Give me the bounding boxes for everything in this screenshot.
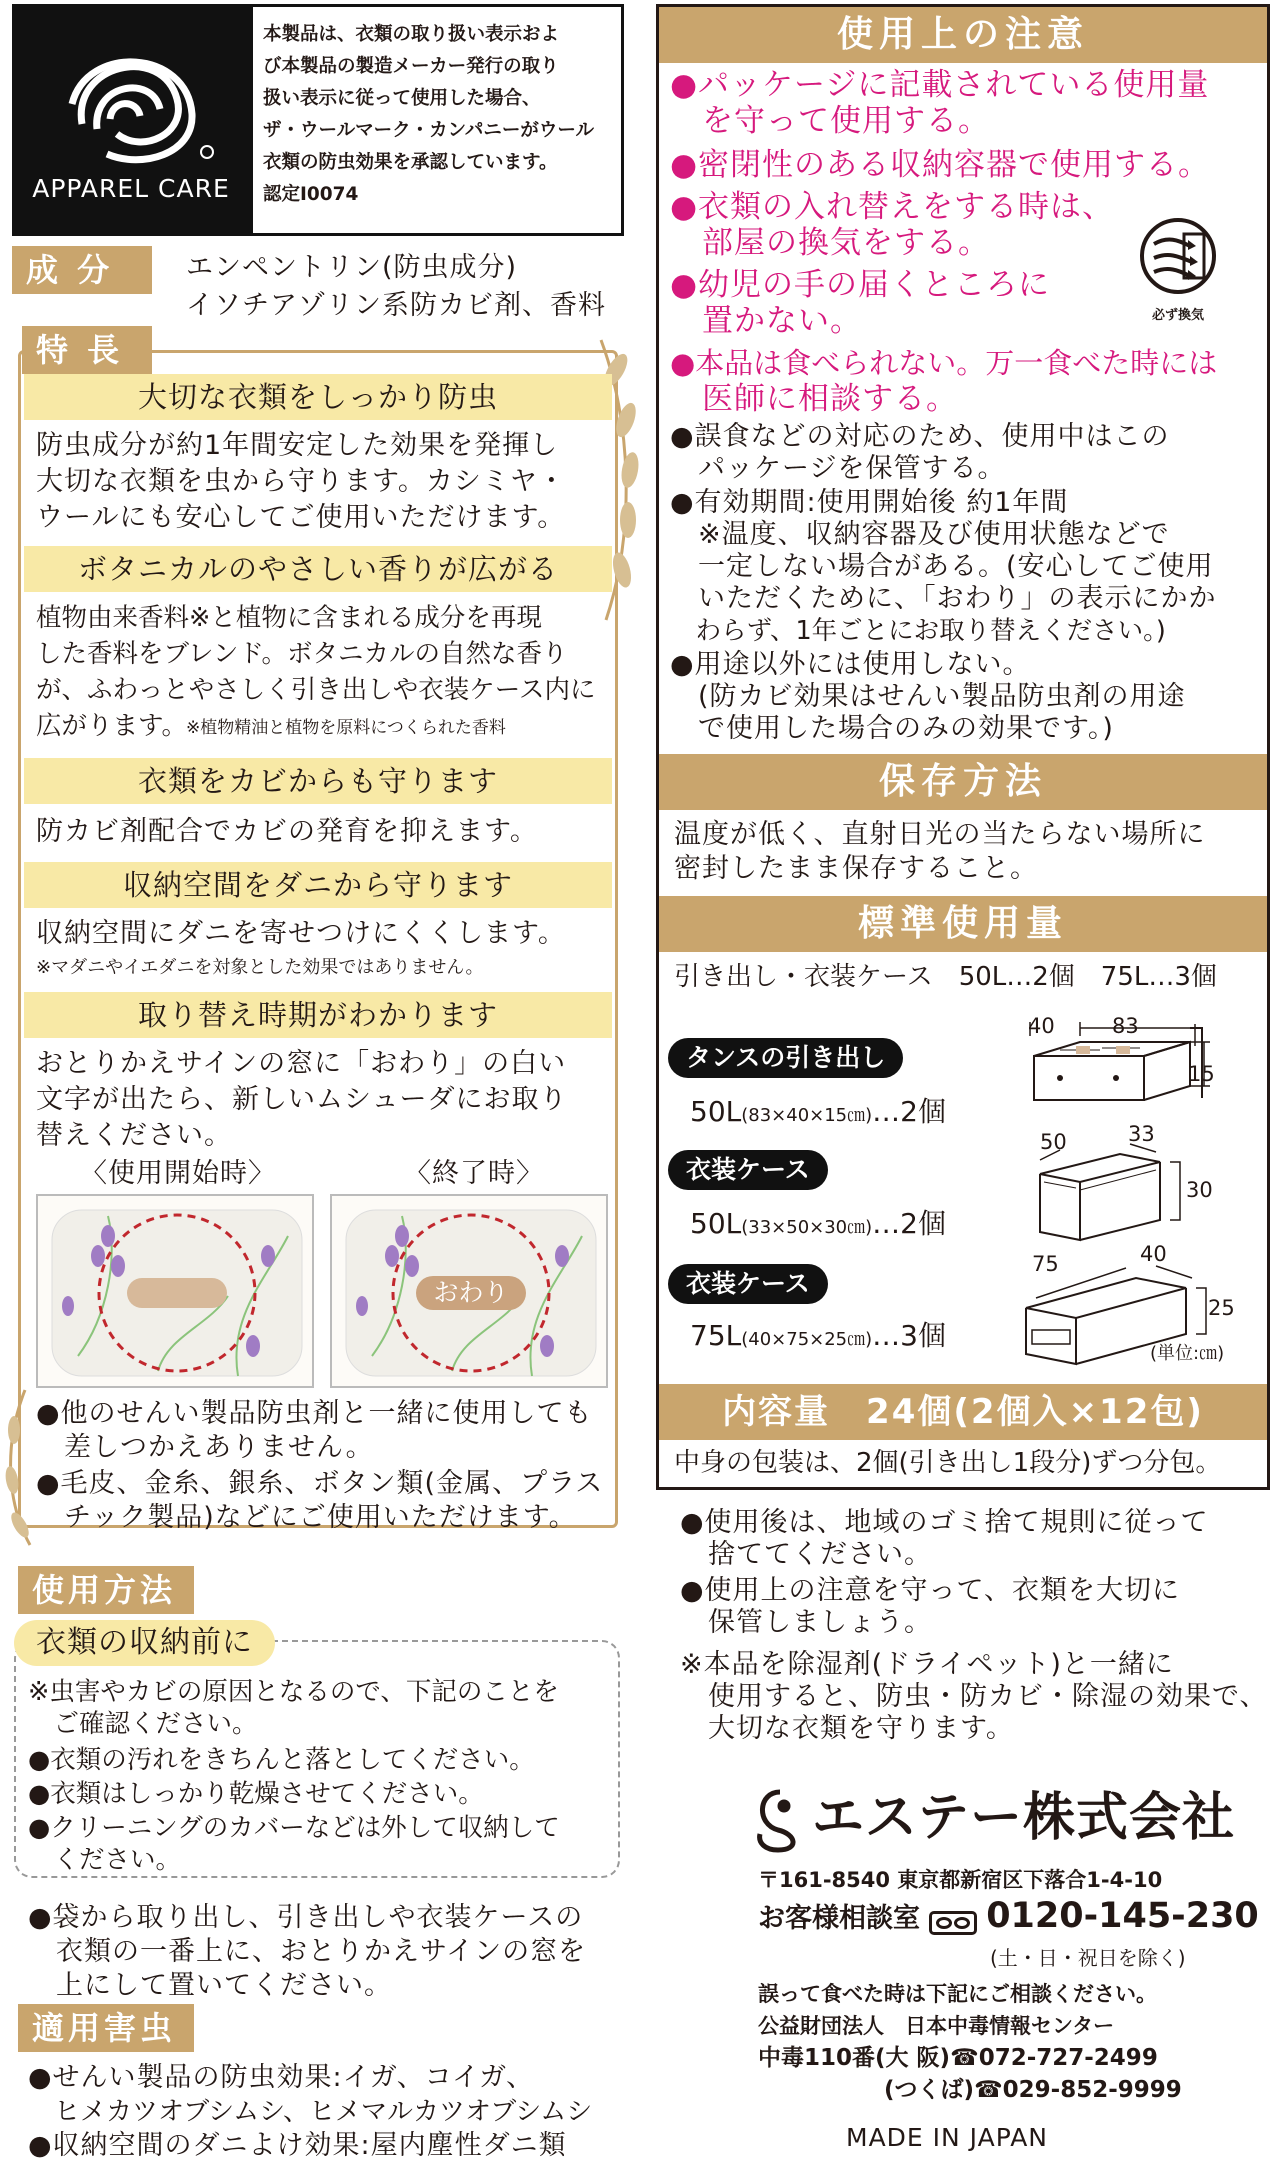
row-1-detail	[690, 1090, 946, 1130]
feature-bullet-1-line-1: ●他のせんい製品防虫剤と一緒に使用しても	[36, 1398, 593, 1429]
start-label: 〈使用開始時〉	[80, 1158, 276, 1189]
howto-line-1: ※虫害やカビの原因となるので、下記のことを	[28, 1677, 559, 1707]
end-label: 〈終了時〉	[404, 1158, 544, 1189]
ingredients-line-1: エンペントリン(防虫成分)	[186, 252, 518, 283]
company-logo-icon	[748, 1784, 812, 1854]
woolmark-text-4: ザ・ウールマーク・カンパニーがウール	[263, 120, 594, 141]
sign-image-end	[330, 1194, 608, 1388]
row-2-detail	[690, 1202, 946, 1242]
howto-after-2: 衣類の一番上に、おとりかえサインの窓を	[28, 1936, 587, 1967]
caution-pink-8: ●本品は食べられない。万一食べた時には	[670, 346, 1218, 380]
caution-black-6: いただくために、「おわり」の表示にかか	[670, 583, 1217, 614]
caution-pink-4: ●衣類の入れ替えをする時は、	[670, 189, 1115, 225]
row-1-count: …2個	[872, 1095, 946, 1128]
caution-black-1: ●誤食などの対応のため、使用中はこの	[670, 421, 1170, 452]
dim-2-b: 33	[1128, 1122, 1155, 1146]
dim-3-b: 40	[1140, 1242, 1167, 1266]
woolmark-text-2: び本製品の製造メーカー発行の取り	[263, 56, 559, 77]
feature-4-line-1: 収納空間にダニを寄せつけにくくします。	[36, 918, 566, 949]
pests-line-3: ●収納空間のダニよけ効果:屋内塵性ダニ類	[28, 2130, 567, 2161]
caution-pink-2: を守って使用する。	[670, 103, 990, 139]
unit-label: (単位:㎝)	[1150, 1343, 1225, 1364]
caution-title: 使用上の注意	[659, 7, 1267, 63]
row-1-size: 50L	[690, 1095, 742, 1128]
note-4: 保管しましょう。	[680, 1607, 932, 1638]
feature-5-title: 取り替え時期がわかります	[24, 992, 612, 1038]
feature-1-title: 大切な衣類をしっかり防虫	[24, 374, 612, 420]
woolmark-cert: 認定Ⅰ0074	[263, 184, 359, 205]
feature-5-line-1: おとりかえサインの窓に「おわり」の白い	[36, 1048, 567, 1079]
drawer-diagram	[1020, 1016, 1260, 1126]
caution-pink-9: 医師に相談する。	[670, 381, 958, 417]
howto-tag: 使用方法	[18, 1566, 194, 1614]
note-3: ●使用上の注意を守って、衣類を大切に	[680, 1575, 1181, 1606]
support-phone: 0120-145-230	[986, 1896, 1259, 1936]
caution-black-9: (防カビ効果はせんい製品防虫剤の用途	[670, 681, 1186, 712]
feature-2-note: ※植物精油と植物を原料につくられた香料	[186, 718, 506, 738]
contents-title: 内容量 24個(2個入×12包)	[659, 1384, 1267, 1440]
row-1-label: タンスの引き出し	[668, 1038, 903, 1078]
note-5: ※本品を除湿剤(ドライペット)と一緒に	[680, 1649, 1174, 1680]
row-2-label: 衣装ケース	[668, 1150, 828, 1190]
row-2-count: …2個	[872, 1207, 946, 1240]
poison-tsukuba: (つくば)☎029-852-9999	[884, 2077, 1182, 2103]
dim-1-b: 83	[1112, 1014, 1139, 1038]
features-tag: 特 長	[22, 326, 152, 374]
row-2-size: 50L	[690, 1207, 742, 1240]
feature-bullet-1-line-2: 差しつかえありません。	[36, 1432, 374, 1463]
company-name: エステー株式会社	[812, 1788, 1235, 1848]
pests-tag: 適用害虫	[18, 2004, 194, 2052]
ingredients-line-2: イソチアゾリン系防カビ剤、香料	[186, 290, 606, 321]
caution-pink-7: 置かない。	[670, 303, 862, 339]
pests-line-1: ●せんい製品の防虫効果:イガ、コイガ、	[28, 2062, 535, 2093]
dim-1-a: 40	[1028, 1014, 1055, 1038]
caution-black-5: 一定しない場合がある。(安心してご使用	[670, 551, 1214, 582]
feature-2-line-2: した香料をブレンド。ボタニカルの自然な香り	[36, 639, 568, 669]
owari-label: おわり	[433, 1278, 509, 1307]
standard-title: 標準使用量	[659, 896, 1267, 952]
ingredients-tag: 成 分	[12, 246, 152, 294]
pests-line-2: ヒメカツオブシムシ、ヒメマルカツオブシムシ	[28, 2097, 593, 2127]
note-6: 使用すると、防虫・防カビ・除湿の効果で、	[680, 1681, 1268, 1712]
caution-pink-6: ●幼児の手の届くところに	[670, 267, 1051, 303]
storage-title: 保存方法	[659, 754, 1267, 810]
feature-4-title: 収納空間をダニから守ります	[24, 862, 612, 908]
ventilation-label: 必ず換気	[1151, 308, 1204, 323]
feature-2-line-3: が、ふわっとやさしく引き出しや衣装ケース内に	[36, 675, 596, 705]
caution-black-10: で使用した場合のみの効果です。)	[670, 713, 1114, 744]
row-3-label: 衣装ケース	[668, 1264, 828, 1304]
dim-2-a: 50	[1040, 1130, 1067, 1154]
feature-bullet-2-line-1: ●毛皮、金糸、銀糸、ボタン類(金属、プラス	[36, 1468, 604, 1499]
howto-line-2: ご確認ください。	[28, 1709, 258, 1739]
woolmark-text-5: 衣類の防虫効果を承認しています。	[263, 152, 558, 173]
support-label: お客様相談室	[758, 1903, 920, 1934]
feature-1-line-3: ウールにも安心してご使用いただけます。	[36, 502, 566, 533]
caution-black-8: ●用途以外には使用しない。	[670, 649, 1031, 680]
feature-1-line-1: 防虫成分が約1年間安定した効果を発揮し	[36, 430, 559, 461]
caution-pink-3: ●密閉性のある収納容器で使用する。	[670, 147, 1211, 183]
dim-1-c: 15	[1188, 1062, 1215, 1086]
howto-line-4: ●衣類はしっかり乾燥させてください。	[28, 1779, 484, 1809]
woolmark-brand: APPAREL CARE	[32, 174, 230, 203]
made-in-japan: MADE IN JAPAN	[846, 2123, 1049, 2152]
dim-3-c: 25	[1208, 1296, 1235, 1320]
poison-osaka: 中毒110番(大 阪)☎072-727-2499	[758, 2045, 1158, 2071]
storage-line-1: 温度が低く、直射日光の当たらない場所に	[674, 819, 1206, 850]
dim-3-a: 75	[1032, 1252, 1059, 1276]
ventilation-icon	[1130, 216, 1230, 323]
row-3-dims: (40×75×25㎝)	[741, 1329, 873, 1350]
feature-2-title: ボタニカルのやさしい香りが広がる	[24, 546, 612, 592]
support-row	[758, 1896, 1259, 1936]
feature-3-line-1: 防カビ剤配合でカビの発育を抑えます。	[36, 816, 538, 847]
caution-black-2: パッケージを保管する。	[670, 453, 1006, 484]
row-3-count: …3個	[872, 1319, 946, 1352]
company-address: 〒161-8540 東京都新宿区下落合1-4-10	[758, 1868, 1163, 1892]
row-1-dims: (83×40×15㎝)	[741, 1105, 873, 1126]
row-2-dims: (33×50×30㎝)	[741, 1217, 873, 1238]
woolmark-text-box	[250, 4, 624, 236]
woolmark-text-1: 本製品は、衣類の取り扱い表示およ	[263, 24, 560, 45]
howto-after-1: ●袋から取り出し、引き出しや衣装ケースの	[28, 1902, 584, 1933]
feature-bullet-2-line-2: チック製品)などにご使用いただけます。	[36, 1502, 577, 1533]
howto-line-6: ください。	[28, 1845, 182, 1875]
feature-2-line-1: 植物由来香料※と植物に含まれる成分を再現	[36, 603, 542, 633]
feature-5-line-2: 文字が出たら、新しいムシューダにお取り	[36, 1084, 568, 1115]
caution-black-4: ※温度、収納容器及び使用状態などで	[670, 519, 1170, 550]
woolmark-logo-box	[12, 4, 250, 236]
howto-subtitle: 衣類の収納前に	[14, 1620, 275, 1666]
note-2: 捨ててください。	[680, 1539, 932, 1570]
howto-line-5: ●クリーニングのカバーなどは外して収納して	[28, 1813, 560, 1843]
woolmark-text-3: 扱い表示に従って使用した場合、	[263, 88, 541, 109]
poison-info-2: 公益財団法人 日本中毒情報センター	[758, 2014, 1115, 2038]
contents-text: 中身の包装は、2個(引き出し1段分)ずつ分包。	[674, 1448, 1222, 1478]
feature-1-line-2: 大切な衣類を虫から守ります。カシミヤ・	[36, 466, 566, 497]
sign-image-start	[36, 1194, 314, 1388]
feature-2-line-4: 広がります。	[36, 711, 187, 741]
storage-line-2: 密封したまま保存すること。	[674, 853, 1038, 884]
howto-line-3: ●衣類の汚れをきちんと落としてください。	[28, 1745, 535, 1775]
feature-4-note: ※マダニやイエダニを対象とした効果ではありません。	[36, 957, 484, 978]
feature-5-line-3: 替えください。	[36, 1120, 232, 1151]
poison-info-1: 誤って食べた時は下記にご相談ください。	[758, 1982, 1157, 2006]
caution-pink-1: ●パッケージに記載されている使用量	[670, 67, 1210, 103]
freedial-icon	[929, 1911, 977, 1935]
row-3-size: 75L	[690, 1319, 742, 1352]
note-1: ●使用後は、地域のゴミ捨て規則に従って	[680, 1507, 1209, 1538]
standard-summary: 引き出し・衣装ケース 50L…2個 75L…3個	[674, 962, 1217, 992]
caution-black-3: ●有効期間:使用開始後 約1年間	[670, 487, 1069, 518]
caution-pink-5: 部屋の換気をする。	[670, 225, 990, 261]
row-3-detail	[690, 1314, 946, 1354]
caution-black-7: わらず、1年ごとにお取り替えください。)	[670, 616, 1166, 646]
feature-3-title: 衣類をカビからも守ります	[24, 758, 612, 804]
note-7: 大切な衣類を守ります。	[680, 1713, 1014, 1744]
howto-after-3: 上にして置いてください。	[28, 1970, 392, 2001]
dim-2-c: 30	[1186, 1178, 1213, 1202]
laurel-decoration-bottom-icon	[0, 1380, 40, 1550]
support-hours: (土・日・祝日を除く)	[990, 1946, 1186, 1970]
